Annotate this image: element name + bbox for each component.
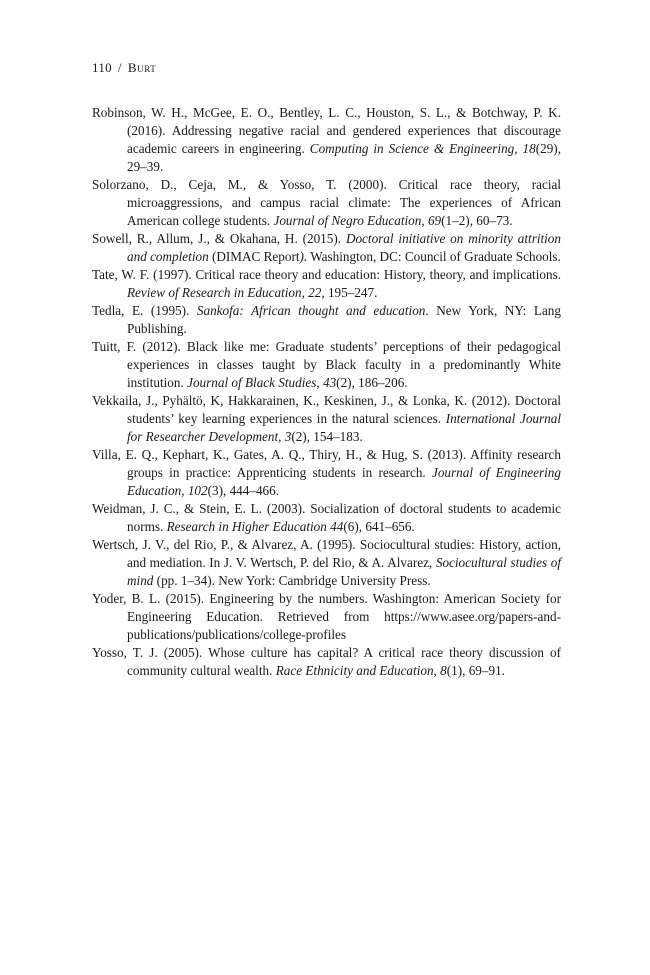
reference-entry xyxy=(92,176,561,230)
page-number: 110 xyxy=(92,60,112,75)
reference-text: (6), 641–656. xyxy=(343,519,415,534)
reference-entry xyxy=(92,392,561,446)
reference-text: Villa, E. Q., Kephart, K., Gates, A. Q., Thiry, H., & Hug, S. (2013). Affinity research groups in practice: Apprenticing students in research. xyxy=(92,447,561,480)
reference-text: Weidman, J. C., & Stein, E. L. (2003). Socialization of doctoral students to academic norms. xyxy=(92,501,561,534)
reference-text: (3), 444–466. xyxy=(207,483,280,498)
reference-entry xyxy=(92,104,561,176)
reference-entry xyxy=(92,302,561,338)
reference-entry xyxy=(92,230,561,266)
reference-italic-text: Journal of Black Studies xyxy=(187,375,317,390)
reference-italic-text: Doctoral initiative on minority attrition and completion xyxy=(127,231,561,264)
reference-text: (pp. 1–34). New York: Cambridge University Press. xyxy=(153,573,431,588)
reference-entry xyxy=(92,500,561,536)
reference-text: , xyxy=(316,375,323,390)
reference-text: (1), 69–91. xyxy=(446,663,505,678)
reference-text: Wertsch, J. V., del Rio, P., & Alvarez, A. (1995). Sociocultural studies: History, action, and mediation. In J. V. Wertsch, P. del Rio, & A. Alvarez, xyxy=(92,537,561,570)
reference-text: Yosso, T. J. (2005). Whose culture has capital? A critical race theory discussion of community cultural wealth. xyxy=(92,645,561,678)
reference-text: , xyxy=(433,663,441,678)
reference-entry xyxy=(92,536,561,590)
reference-text: , xyxy=(181,483,188,498)
header-separator: / xyxy=(117,60,122,75)
reference-italic-text: Sociocultural studies of mind xyxy=(127,555,561,588)
reference-italic-text: Journal of Negro Education xyxy=(273,213,422,228)
reference-text: , xyxy=(301,285,309,300)
reference-italic-text: Sankofa: African thought and education xyxy=(196,303,426,318)
reference-text: (DIMAC Report xyxy=(208,249,300,264)
reference-italic-text: Race Ethnicity and Education xyxy=(275,663,434,678)
reference-italic-text: 102 xyxy=(187,483,208,498)
reference-entry xyxy=(92,590,561,644)
reference-text: Vekkaila, J., Pyhältö, K, Hakkarainen, K., Keskinen, J., & Lonka, K. (2012). Doctoral students’ key learning experiences in the natural sciences. xyxy=(92,393,561,426)
reference-italic-text: Journal of Engineering Education xyxy=(127,465,561,498)
reference-text: Tate, W. F. (1997). Critical race theory and education: History, theory, and implications. xyxy=(92,267,561,282)
reference-text: (29), 29–39. xyxy=(127,141,561,174)
reference-text: Robinson, W. H., McGee, E. O., Bentley, L. C., Houston, S. L., & Botchway, P. K. (2016). Addressing negative racial and gendered experiences that discourage academic careers in engineering. xyxy=(92,105,561,156)
reference-italic-text: Research in Higher Education 44 xyxy=(166,519,344,534)
running-head xyxy=(92,60,156,76)
reference-text: (2), 154–183. xyxy=(291,429,363,444)
reference-text: , xyxy=(421,213,428,228)
reference-italic-text: 3 xyxy=(284,429,292,444)
reference-text: . New York, NY: Lang Publishing. xyxy=(127,303,561,336)
reference-italic-text: Computing in Science & Engineering, 18 xyxy=(309,141,536,156)
reference-italic-text: 8 xyxy=(440,663,447,678)
reference-italic-text: International Journal for Researcher Development xyxy=(127,411,561,444)
reference-list xyxy=(92,104,561,680)
reference-italic-text: 69 xyxy=(427,213,442,228)
reference-text: Sowell, R., Allum, J., & Okahana, H. (2015). xyxy=(92,231,346,246)
reference-entry xyxy=(92,644,561,680)
reference-text: , 195–247. xyxy=(321,285,378,300)
reference-text: Washington, DC: Council of Graduate Schools. xyxy=(307,249,561,264)
reference-text: Yoder, B. L. (2015). Engineering by the numbers. Washington: American Society for Engineering Education. Retrieved from https://www.asee.org/papers-and-publications/publications/college-profiles xyxy=(92,591,561,642)
reference-italic-text: ). xyxy=(299,249,308,264)
reference-text: (1–2), 60–73. xyxy=(441,213,513,228)
reference-text: Tedla, E. (1995). xyxy=(92,303,197,318)
running-head-author: Burt xyxy=(127,60,157,75)
reference-entry xyxy=(92,446,561,500)
reference-text: (2), 186–206. xyxy=(336,375,408,390)
reference-italic-text: Review of Research in Education xyxy=(127,285,302,300)
reference-entry xyxy=(92,266,561,302)
reference-text: , xyxy=(278,429,285,444)
reference-italic-text: 43 xyxy=(322,375,337,390)
reference-italic-text: 22 xyxy=(308,285,322,300)
reference-entry xyxy=(92,338,561,392)
reference-text: Tuitt, F. (2012). Black like me: Graduate students’ perceptions of their pedagogical experiences in classes taught by Black faculty in a predominantly White institution. xyxy=(92,339,561,390)
reference-text: Solorzano, D., Ceja, M., & Yosso, T. (2000). Critical race theory, racial microaggressions, and campus racial climate: The experiences of African American college students. xyxy=(92,177,561,228)
